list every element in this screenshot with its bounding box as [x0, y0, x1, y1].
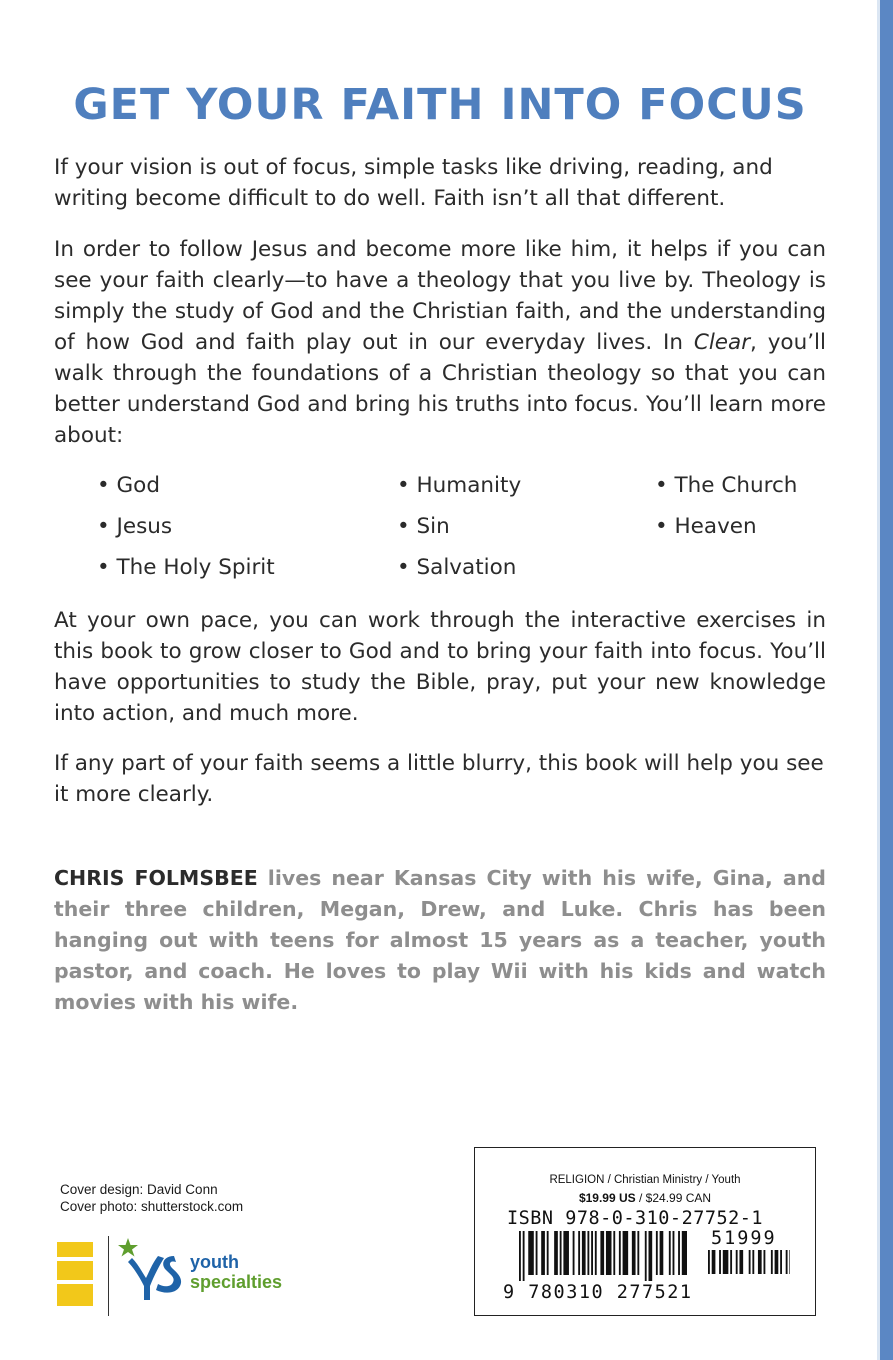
barcode-bar	[749, 1250, 751, 1274]
price-label	[475, 1191, 815, 1205]
barcode-bar	[736, 1250, 738, 1274]
barcode-bar	[547, 1231, 549, 1275]
barcode-bar	[600, 1231, 604, 1275]
topic-item: • The Holy Spirit	[97, 555, 275, 580]
publisher-name	[190, 1252, 282, 1292]
topic-item: • Heaven	[655, 514, 757, 539]
barcode-bar	[519, 1231, 521, 1281]
barcode-bar	[730, 1250, 732, 1274]
author-bio	[54, 863, 826, 1018]
publisher-name-line2: specialties	[190, 1272, 283, 1292]
topic-item: • Salvation	[397, 555, 517, 580]
publisher-name-line1: youth	[190, 1252, 239, 1272]
barcode-bar	[775, 1250, 779, 1274]
barcode-bar	[682, 1231, 687, 1275]
barcode-bar	[780, 1250, 782, 1274]
theology-paragraph	[54, 234, 826, 451]
price-us: $19.99 US	[578, 1191, 636, 1205]
barcode-bar	[637, 1231, 639, 1275]
price-separator: /	[635, 1191, 646, 1205]
barcode-bar	[573, 1231, 575, 1275]
theology-text-end: , you’ll walk through the foundations of a Christian theology so that you can better understand God and bring his truths into focus. You’ll learn more about:	[54, 330, 826, 448]
barcode-bar	[752, 1250, 754, 1274]
barcode-bar	[619, 1231, 621, 1275]
barcode-bar	[591, 1231, 593, 1275]
barcode-bar	[660, 1231, 664, 1275]
barcode-bar	[789, 1250, 790, 1274]
barcode-bar	[528, 1231, 534, 1275]
ean-barcode-icon	[519, 1231, 687, 1281]
barcode-bar	[560, 1231, 562, 1275]
price-can: $24.99 CAN	[645, 1191, 712, 1205]
barcode-bar	[649, 1231, 653, 1281]
author-name: CHRIS FOLMSBEE	[54, 866, 258, 890]
closing-paragraph: If any part of your faith seems a little blurry, this book will help you see it more clearly.	[54, 751, 824, 807]
topic-item: • Humanity	[397, 473, 522, 498]
barcode-bar	[645, 1231, 647, 1281]
barcode-bar	[739, 1250, 743, 1274]
topic-item: • Sin	[397, 514, 450, 539]
topics-list	[0, 470, 880, 600]
addon-barcode-icon	[708, 1250, 790, 1280]
barcode-bar	[723, 1250, 729, 1274]
category-label: RELIGION / Christian Ministry / Youth	[549, 1174, 741, 1186]
theology-text-start: In order to follow Jesus and become more like him, it helps if you can see your faith clearly—to have a theology that you live by. Theology is simply the study of God and the Christian faith, and the understanding of how God and faith play out in our everyday lives. In	[54, 237, 826, 355]
ean-number: 9 780310 277521	[503, 1282, 693, 1303]
author-bio-text: lives near Kansas City with his wife, Gina, and their three children, Megan, Drew, and Luke. Chris has been hanging out with teens for almost 15 years as a teacher, youth pastor, and coach. He loves to play Wii with his kids and watch movies with his wife.	[54, 866, 826, 1014]
barcode-bar	[623, 1231, 629, 1275]
barcode-bar	[578, 1231, 580, 1275]
barcode-bar	[613, 1231, 615, 1275]
barcode-bar	[669, 1231, 671, 1275]
barcode-bar	[563, 1231, 569, 1275]
spine-edge	[880, 0, 893, 1360]
barcode-bar	[708, 1250, 710, 1274]
barcode-bar	[523, 1231, 525, 1281]
isbn-label: ISBN 978-0-310-27752-1	[507, 1208, 764, 1229]
addon-number: 51999	[711, 1228, 777, 1249]
book-title-clear: Clear	[693, 330, 751, 355]
exercises-paragraph: At your own pace, you can work through the interactive exercises in this book to grow closer to God and to bring your faith into focus. You’ll have opportunities to study the Bible, pray, put your new knowledge into action, and much more.	[54, 608, 826, 726]
barcode-bar	[554, 1231, 558, 1275]
barcode-bar	[632, 1231, 636, 1275]
barcode-bar	[758, 1250, 762, 1274]
barcode-bar	[536, 1231, 538, 1275]
barcode-bar	[606, 1231, 612, 1275]
logo-divider	[108, 1236, 109, 1316]
barcode-bar	[786, 1250, 788, 1274]
cover-credits	[60, 1181, 243, 1215]
barcode-bar	[678, 1231, 680, 1275]
barcode-bar	[771, 1250, 773, 1274]
topic-item: • The Church	[655, 473, 798, 498]
barcode-bar	[541, 1231, 545, 1275]
barcode-bar	[582, 1231, 586, 1275]
barcode-bar	[587, 1231, 589, 1275]
topic-item: • God	[97, 473, 160, 498]
zondervan-logo-icon	[57, 1240, 95, 1310]
cover-photo-credit: Cover photo: shutterstock.com	[60, 1199, 244, 1214]
cover-design-credit: Cover design: David Conn	[60, 1182, 218, 1197]
barcode-bar	[764, 1250, 766, 1274]
intro-paragraph: If your vision is out of focus, simple tasks like driving, reading, and writing become difficult to do well. Faith isn’t all that different.	[54, 155, 773, 211]
page-title: GET YOUR FAITH INTO FOCUS	[73, 80, 807, 130]
barcode-bar	[673, 1231, 675, 1275]
barcode-box	[474, 1147, 816, 1316]
barcode-bar	[712, 1250, 716, 1274]
barcode-bar	[595, 1231, 597, 1275]
youth-specialties-mark-icon	[118, 1238, 184, 1316]
barcode-bar	[656, 1231, 658, 1275]
topic-item: • Jesus	[97, 514, 173, 539]
barcode-bar	[719, 1250, 721, 1274]
